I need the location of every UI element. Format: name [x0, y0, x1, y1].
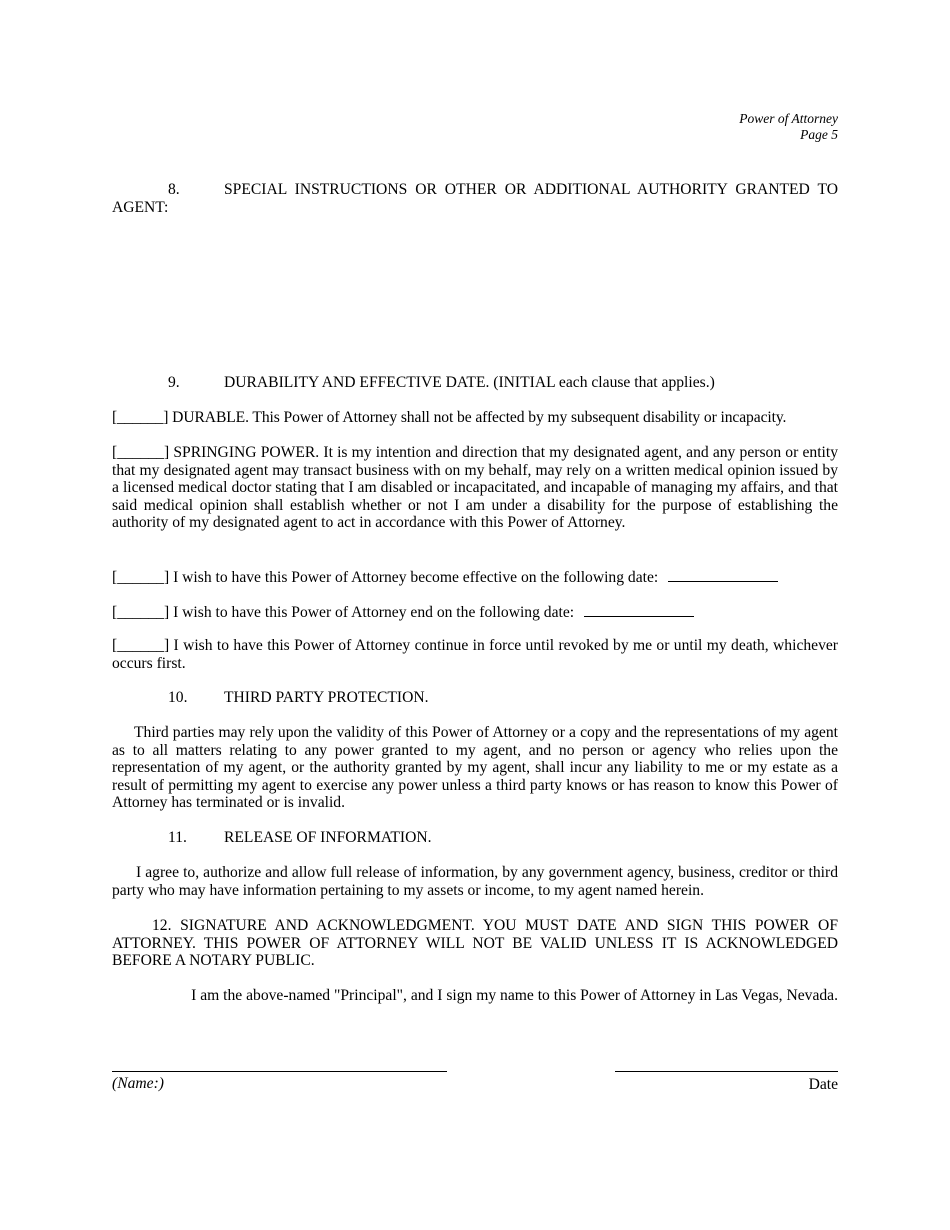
header-page-number: Page 5	[800, 127, 838, 142]
durable-clause: [______] DURABLE. This Power of Attorney shall not be affected by my subsequent disability or incapacity.	[112, 409, 787, 426]
section-10-number: 10.	[168, 689, 188, 706]
section-8-number: 8.	[168, 181, 180, 198]
section-8	[112, 181, 838, 216]
springing-power-clause: [______] SPRINGING POWER. It is my intention and direction that my designated agent, and any person or entity that my designated agent may transact business with on my behalf, may rely on a written medical opinion issued by a licensed medical doctor stating that I am disabled or incapacitated, and incapable of managing my affairs, and that said medical opinion shall establish whether or not I am under a disability for the purpose of establishing the authority of my designated agent to act in accordance with this Power of Attorney.	[112, 444, 838, 531]
section-10-heading-row	[112, 689, 838, 707]
end-date-text: [______] I wish to have this Power of Attorney end on the following date:	[112, 604, 575, 621]
section-8-heading-line2: AGENT:	[112, 198, 169, 216]
end-date-blank[interactable]	[584, 602, 694, 617]
continue-clause: [______] I wish to have this Power of Attorney continue in force until revoked by me or until my death, whichever occurs first.	[112, 637, 838, 672]
document-page	[112, 0, 838, 1230]
section-11-heading-row	[112, 829, 838, 847]
principal-statement: I am the above-named "Principal", and I sign my name to this Power of Attorney in Las Vegas, Nevada.	[191, 987, 838, 1004]
effective-date-text: [______] I wish to have this Power of Attorney become effective on the following date:	[112, 569, 659, 586]
date-signature-line[interactable]	[615, 1071, 838, 1072]
header-title: Power of Attorney	[739, 111, 838, 126]
section-11-heading: RELEASE OF INFORMATION.	[224, 829, 432, 846]
section-10-heading: THIRD PARTY PROTECTION.	[224, 689, 429, 706]
section-9-number: 9.	[168, 374, 180, 391]
section-9-heading: DURABILITY AND EFFECTIVE DATE. (INITIAL each clause that applies.)	[224, 374, 715, 391]
effective-date-clause	[112, 567, 838, 587]
end-date-clause	[112, 602, 838, 622]
effective-date-blank[interactable]	[668, 567, 778, 582]
date-label: Date	[808, 1076, 838, 1093]
section-9-heading-row	[112, 374, 838, 392]
section-11-number: 11.	[168, 829, 187, 846]
page-header	[739, 111, 838, 143]
name-signature-line[interactable]	[112, 1071, 447, 1072]
section-8-heading-line1: SPECIAL INSTRUCTIONS OR OTHER OR ADDITIONAL AUTHORITY GRANTED TO	[224, 181, 838, 198]
section-12-body: 12. SIGNATURE AND ACKNOWLEDGMENT. YOU MUST DATE AND SIGN THIS POWER OF ATTORNEY. THIS POWER OF ATTORNEY WILL NOT BE VALID UNLESS IT IS ACKNOWLEDGED BEFORE A NOTARY PUBLIC.	[112, 917, 838, 969]
section-11-body: I agree to, authorize and allow full release of information, by any government agency, business, creditor or third party who may have information pertaining to my assets or income, to my agent named herein.	[112, 864, 838, 899]
section-10-body: Third parties may rely upon the validity of this Power of Attorney or a copy and the representations of my agent as to all matters relating to any power granted to my agent, and no person or agency who relies upon the representation of my agent, or the authority granted by my agent, shall incur any liability to me or my estate as a result of permitting my agent to exercise any power unless a third party knows or has reason to know this Power of Attorney has terminated or is invalid.	[112, 724, 838, 811]
name-label: (Name:)	[112, 1075, 164, 1092]
